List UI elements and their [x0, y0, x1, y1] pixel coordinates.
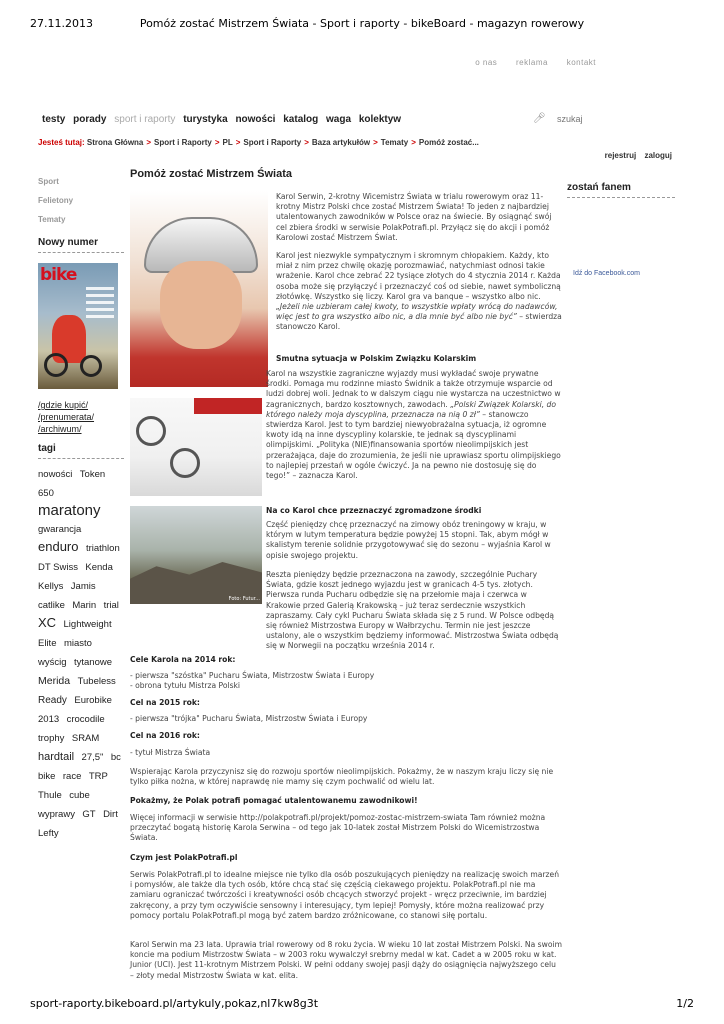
- list-item: - pierwsza "trójka" Pucharu Świata, Mistrzostw Świata i Europy: [130, 714, 368, 723]
- paragraph: Część pieniędzy chcę przeznaczyć na zimowy obóz treningowy w kraju, w którym w lutym temperatura będzie powyżej 15 stopni. Tak, abym mógł w skalistym terenie solidnie przygotowywać się do sezonu – wyjaśnia Karol w opisie swojego projektu.: [266, 520, 551, 560]
- print-url: sport-raporty.bikeboard.pl/artykuly,pokaz,nl7kw8g3t: [30, 997, 319, 1010]
- print-title: Pomóż zostać Mistrzem Świata - Sport i raporty - bikeBoard - magazyn rowerowy: [139, 17, 585, 30]
- breadcrumb-item[interactable]: PL: [222, 138, 233, 147]
- top-link-about[interactable]: o nas: [475, 58, 498, 67]
- nav-item-touring[interactable]: turystyka: [183, 114, 228, 125]
- cover-logo: bike: [40, 265, 77, 285]
- paragraph: Karol na wszystkie zagraniczne wyjazdy musi wykładać swoje prywatne środki. Pomaga mu rodzinne miasto Świdnik a także otrzymuje wsparcie od ludzi dobrej woli. Jednak to w dalszym ciągu nie wystarcza na uczestnictwo w zagranicznych, bardzo kosztownych, zawodach. „Polski Związek Kolarski, do którego należy moja dyscyplina, przeznacza na nią 0 zł” – stanowczo stwierdza Karol. Jest to tym bardziej niewyobrażalna sytuacja, iż ogromne kwoty idą na inne dyscypliny kolarskie, te jednak są dyscyplinami olimpijskimi. „Polityka (NIE)finansowania sportów nieolimpijskich jest przerażająca, daje do zrozumienia, że jeśli nie uprawiasz sportu olimpijskiego to najlepiej przestań w ogóle ćwiczyć. Ja na pewno nie dostosuję się do tego!” – zaznacza Karol.: [266, 369, 561, 481]
- list-item: - tytuł Mistrza Świata: [130, 748, 211, 757]
- tag-link[interactable]: trophy: [38, 733, 65, 744]
- paragraph: Karol jest niezwykle sympatycznym i skromnym chłopakiem. Każdy, kto miał z nim przez chwilę okazję porozmawiać, natychmiast odnosi takie wrażenie. Karol chce zebrać 22 tysiące złotych do 4 stycznia 2014 r. Każda osoba może się przyłączyć i przeznaczyć coś od siebie, nawet symboliczną złotówkę. Wszystko się liczy. Karol gra va banque – wszystko albo nic. „Jeżeli nie uzbieram całej kwoty, to wszystkie wpłaty wrócą do nadawców, więc jest to gra wszystko albo nic, a dla mnie być albo nie być” – stwierdza stanowczo Karol.: [276, 251, 562, 332]
- tag-link[interactable]: Elite: [38, 638, 57, 649]
- section-heading: Smutna sytuacja w Polskim Związku Kolarskim: [276, 354, 477, 363]
- tag-link[interactable]: catlike: [38, 600, 65, 611]
- paragraph: Więcej informacji w serwisie http://polakpotrafi.pl/projekt/pomoz-zostac-mistrzem-swiata Tam również można przeczytać bogatą historię Karola Serwina – od tego jak 10-latek został Mistrzem Polski do Wicemistrzostwa Świata.: [130, 813, 546, 843]
- print-date: 27.11.2013: [30, 17, 93, 30]
- tag-link[interactable]: enduro: [38, 539, 79, 554]
- article: [130, 168, 562, 980]
- tag-link[interactable]: tytanowe: [73, 657, 112, 668]
- breadcrumb: Jesteś tutaj: Strona Główna > Sport i Raporty > PL > Sport i Raporty > Baza artykułów > Tematy > Pomóż zostać...: [38, 138, 479, 147]
- tag-link[interactable]: triathlon: [85, 543, 120, 554]
- paragraph: Wspierając Karola przyczynisz się do rozwoju sportów nieolimpijskich. Pokażmy, że w naszym kraju liczy się nie tylko piłka nożna, w której naprawdę nie mamy się czym pochwalić od wielu lat.: [130, 767, 554, 787]
- tag-link[interactable]: Merida: [38, 675, 71, 687]
- cover-links: [38, 399, 124, 435]
- paragraph: Karol Serwin ma 23 lata. Uprawia trial rowerowy od 8 roku życia. W wieku 10 lat został Mistrzem Polski. Na swoim koncie ma podium Mistrzostw Świata – w 2003 roku wywalczył srebrny medal w kat. Cadet a w 2005 roku w kat. Junior (UCI). Jest 11-krotnym Mistrzem Polski. W pełni oddany swojej pasji dąży do osiągnięcia najwyższego celu – złoty medal Mistrzostw Świata w kat. elita.: [130, 940, 562, 980]
- tag-link[interactable]: gwarancja: [38, 524, 82, 535]
- become-fan-title: zostań fanem: [567, 182, 675, 198]
- paragraph: Serwis PolakPotrafi.pl to idealne miejsce nie tylko dla osób poszukujących pieniędzy na realizację swoich marzeń i pomysłów, ale także dla tych osób, które chcą stać się częścią ciekawego projektu. PolakPotrafi.pl nie ma zamiaru ograniczać twórczości i kreatywności osób chcących stworzyć projekt - wręcz przeciwnie, im bardziej zakręcony, a przy tym oczywiście sensowny i interesujący, tym lepiej! Pomysły, które można realizować przy pomocy portalu PolakPotrafi.pl mogą być zatem bardzo zróżnicowane, co stanowi siłę portalu.: [130, 870, 560, 920]
- nav-item-catalog[interactable]: katalog: [283, 114, 319, 125]
- subscription-link[interactable]: /prenumerata/: [38, 412, 95, 422]
- tag-link[interactable]: race: [62, 771, 82, 782]
- rider-portrait-photo: [130, 191, 268, 387]
- tag-link[interactable]: SRAM: [71, 733, 100, 744]
- nav-item-collective[interactable]: kolektyw: [358, 114, 402, 125]
- print-page-number: 1/2: [676, 997, 694, 1010]
- tag-link[interactable]: bike: [38, 771, 56, 782]
- tags-title: tagi: [38, 443, 124, 459]
- new-issue-title: Nowy numer: [38, 237, 124, 253]
- facebook-link[interactable]: Idź do Facebook.com: [573, 270, 640, 277]
- breadcrumb-item[interactable]: Sport i Raporty: [154, 138, 212, 147]
- tag-link[interactable]: Marin: [72, 600, 97, 611]
- tag-link[interactable]: maratony: [38, 502, 101, 519]
- tag-link[interactable]: cube: [69, 790, 90, 801]
- tag-link[interactable]: GT: [82, 809, 96, 820]
- tag-link[interactable]: 650: [38, 488, 54, 499]
- nav-item-news[interactable]: nowości: [235, 114, 276, 125]
- subnav-item-sport[interactable]: Sport: [38, 177, 59, 186]
- section-heading: Pokażmy, że Polak potrafi pomagać utalentowanemu zawodnikowi!: [130, 796, 418, 805]
- register-link[interactable]: rejestruj: [604, 151, 637, 160]
- tag-link[interactable]: trial: [103, 600, 119, 611]
- trial-jump-photo: [130, 398, 262, 496]
- tag-link[interactable]: Jamis: [70, 581, 96, 592]
- photo-credit: Foto: Futur...: [228, 596, 260, 602]
- tag-link[interactable]: Dirt: [103, 809, 118, 820]
- tag-link[interactable]: Kellys: [38, 581, 64, 592]
- left-sidebar: [38, 172, 124, 842]
- trial-rock-photo: [130, 506, 262, 604]
- section-heading: Cele Karola na 2014 rok:: [130, 655, 236, 664]
- tag-link[interactable]: XC: [38, 615, 57, 630]
- breadcrumb-label: Jesteś tutaj:: [38, 138, 85, 147]
- section-heading: Czym jest PolakPotrafi.pl: [130, 853, 238, 862]
- nav-item-tests[interactable]: testy: [42, 114, 66, 125]
- tag-link[interactable]: miasto: [63, 638, 92, 649]
- nav-item-sport[interactable]: sport i raporty: [114, 114, 176, 125]
- tag-link[interactable]: wyścig: [38, 657, 67, 668]
- breadcrumb-current: Pomóż zostać...: [418, 138, 479, 147]
- list-item: - pierwsza "szóstka" Pucharu Świata, Mistrzostw Świata i Europy: [130, 671, 375, 680]
- right-column: [567, 182, 675, 277]
- tag-cloud: [38, 464, 124, 842]
- paragraph: Karol Serwin, 2-krotny Wicemistrz Świata w trialu rowerowym oraz 11-krotny Mistrz Polski chce zostać Mistrzem Świata! To jeden z najbardziej utalentowanych zawodników w Polsce oraz na świecie. By osiągnąć swój cel zbiera środki w serwisie PolakPotrafi.pl. Przyłącz się do akcji i pomóż Karolowi zostać Mistrzem Świat.: [276, 192, 552, 242]
- nav-item-tips[interactable]: porady: [73, 114, 107, 125]
- section-heading: Na co Karol chce przeznaczyć zgromadzone środki: [266, 506, 482, 515]
- tag-link[interactable]: Kenda: [85, 562, 113, 573]
- section-heading: Cel na 2016 rok:: [130, 731, 200, 740]
- tag-link[interactable]: Ready: [38, 695, 67, 706]
- paragraph: Reszta pieniędzy będzie przeznaczona na zawody, szczególnie Puchary Świata, gdzie koszt jednego wyjazdu jest w granicach 4-5 tys. złotych. Pierwsza runda Pucharu odbędzie się na przełomie maja i czerwca w Krakowie przed Galerią Krakowską – już teraz serdecznie wszystkich zapraszamy. Cały cykl Pucharu Świata składa się z 5 rund. W Polsce odbędą się również Mistrzostwa Europy w Wałbrzychu. Termin nie jest jeszcze ustalony, ale o wszystkim będziemy informować. Mistrzostwa Świata odbędą się w Norwegii na początku września 2014 r.: [266, 570, 559, 651]
- tag-link[interactable]: DT Swiss: [38, 562, 78, 573]
- top-links: [459, 58, 596, 67]
- search-input[interactable]: [557, 112, 667, 126]
- tag-link[interactable]: TRP: [88, 771, 108, 782]
- breadcrumb-item[interactable]: Sport i Raporty: [243, 138, 302, 147]
- tag-link[interactable]: bc: [110, 752, 121, 763]
- subnav-item-columns[interactable]: Felietony: [38, 196, 74, 205]
- archive-link[interactable]: /archiwum/: [38, 424, 82, 434]
- article-title: Pomóż zostać Mistrzem Świata: [130, 168, 292, 180]
- tag-link[interactable]: Lightweight: [63, 619, 112, 630]
- main-nav: [42, 114, 406, 125]
- tag-link[interactable]: 27,5": [81, 752, 104, 763]
- tag-link[interactable]: Thule: [38, 790, 62, 801]
- breadcrumb-item[interactable]: Baza artykułów: [311, 138, 371, 147]
- search-box: [533, 112, 673, 128]
- where-to-buy-link[interactable]: /gdzie kupić/: [38, 400, 89, 410]
- microphone-icon[interactable]: 🎤︎: [533, 113, 546, 124]
- tag-link[interactable]: Eurobike: [74, 695, 112, 706]
- top-link-ads[interactable]: reklama: [516, 58, 548, 67]
- breadcrumb-item[interactable]: Strona Główna: [86, 138, 144, 147]
- tag-link[interactable]: 2013: [38, 714, 60, 725]
- login-link[interactable]: zaloguj: [644, 151, 672, 160]
- top-link-contact[interactable]: kontakt: [566, 58, 596, 67]
- tag-link[interactable]: Token: [79, 469, 106, 480]
- breadcrumb-item[interactable]: Tematy: [380, 138, 409, 147]
- tag-link[interactable]: crocodile: [66, 714, 105, 725]
- nav-item-weight[interactable]: waga: [326, 114, 352, 125]
- list-item: - obrona tytułu Mistrza Polski: [130, 681, 241, 690]
- login-links: [599, 151, 672, 160]
- tag-link[interactable]: hardtail: [38, 751, 75, 763]
- tag-link[interactable]: Tubeless: [77, 676, 116, 687]
- magazine-cover-image[interactable]: [38, 263, 118, 389]
- tag-link[interactable]: nowości: [38, 469, 73, 480]
- section-heading: Cel na 2015 rok:: [130, 698, 200, 707]
- subnav-item-topics[interactable]: Tematy: [38, 215, 66, 224]
- tag-link[interactable]: Lefty: [38, 828, 59, 839]
- tag-link[interactable]: wyprawy: [38, 809, 75, 820]
